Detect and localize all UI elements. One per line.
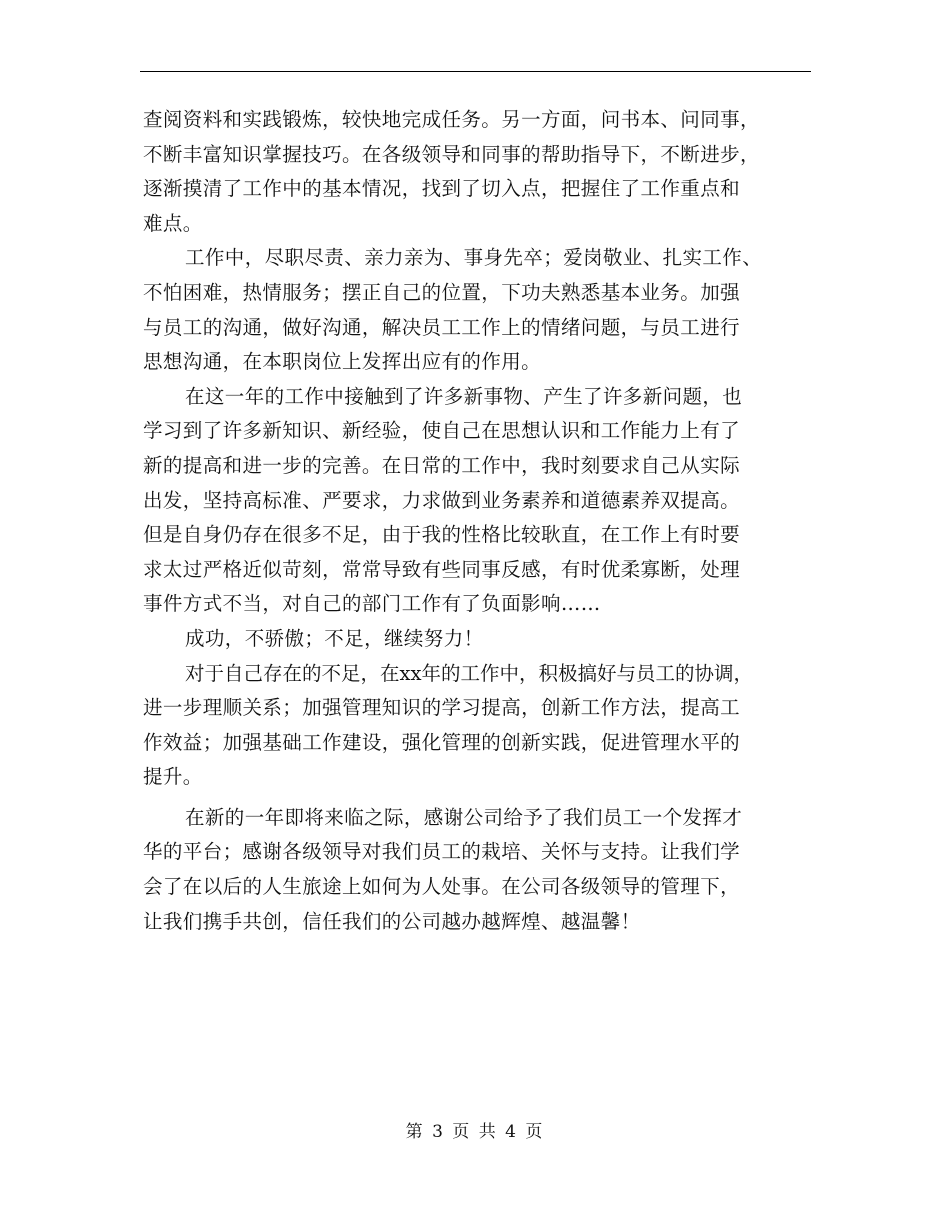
text-line: 与员工的沟通，做好沟通，解决员工工作上的情绪问题，与员工进行 <box>143 315 741 339</box>
text-line: 学习到了许多新知识、新经验，使自己在思想认识和工作能力上有了 <box>143 419 741 443</box>
text-line: 思想沟通，在本职岗位上发挥出应有的作用。 <box>143 350 542 374</box>
text-line: 成功，不骄傲；不足，继续努力！ <box>185 626 484 650</box>
text-line: 提升。 <box>143 765 203 789</box>
text-line: 进一步理顺关系；加强管理知识的学习提高，创新工作方法，提高工 <box>143 696 741 720</box>
text-line: 华的平台；感谢各级领导对我们员工的栽培、关怀与支持。让我们学 <box>143 840 741 864</box>
page-number-footer: 第 3 页 共 4 页 <box>405 1122 545 1142</box>
body-text <box>143 103 815 939</box>
header-rule <box>140 71 811 72</box>
text-line: 在新的一年即将来临之际，感谢公司给予了我们员工一个发挥才 <box>185 805 743 829</box>
text-line: 出发，坚持高标准、严要求，力求做到业务素养和道德素养双提高。 <box>143 488 741 512</box>
text-line: 查阅资料和实践锻炼，较快地完成任务。另一方面，问书本、问同事， <box>143 108 760 131</box>
text-line: 对于自己存在的不足，在xx年的工作中，积极搞好与员工的协调， <box>185 661 753 685</box>
text-line: 不断丰富知识掌握技巧。在各级领导和同事的帮助指导下，不断进步， <box>143 142 760 166</box>
paragraph <box>143 657 815 795</box>
paragraph <box>143 622 815 657</box>
text-line: 让我们携手共创，信任我们的公司越办越辉煌、越温馨！ <box>143 909 641 933</box>
paragraph <box>143 380 815 622</box>
text-line: 会了在以后的人生旅途上如何为人处事。在公司各级领导的管理下， <box>143 875 741 899</box>
text-line: 在这一年的工作中接触到了许多新事物、产生了许多新问题，也 <box>185 384 743 408</box>
text-line: 事件方式不当，对自己的部门工作有了负面影响…… <box>143 592 601 616</box>
paragraph <box>143 801 815 939</box>
text-line: 逐渐摸清了工作中的基本情况，找到了切入点，把握住了工作重点和 <box>143 177 741 201</box>
text-line: 不怕困难，热情服务；摆正自己的位置，下功夫熟悉基本业务。加强 <box>143 280 741 304</box>
paragraph <box>143 103 815 241</box>
text-line: 难点。 <box>143 211 203 235</box>
text-line: 新的提高和进一步的完善。在日常的工作中，我时刻要求自己从实际 <box>143 453 741 477</box>
text-line: 工作中，尽职尽责、亲力亲为、事身先卒；爱岗敬业、扎实工作、 <box>185 246 763 270</box>
text-line: 但是自身仍存在很多不足，由于我的性格比较耿直，在工作上有时要 <box>143 523 741 547</box>
text-line: 求太过严格近似苛刻，常常导致有些同事反感，有时优柔寡断，处理 <box>143 557 741 581</box>
paragraph <box>143 241 815 379</box>
text-line: 作效益；加强基础工作建设，强化管理的创新实践，促进管理水平的 <box>143 730 741 754</box>
